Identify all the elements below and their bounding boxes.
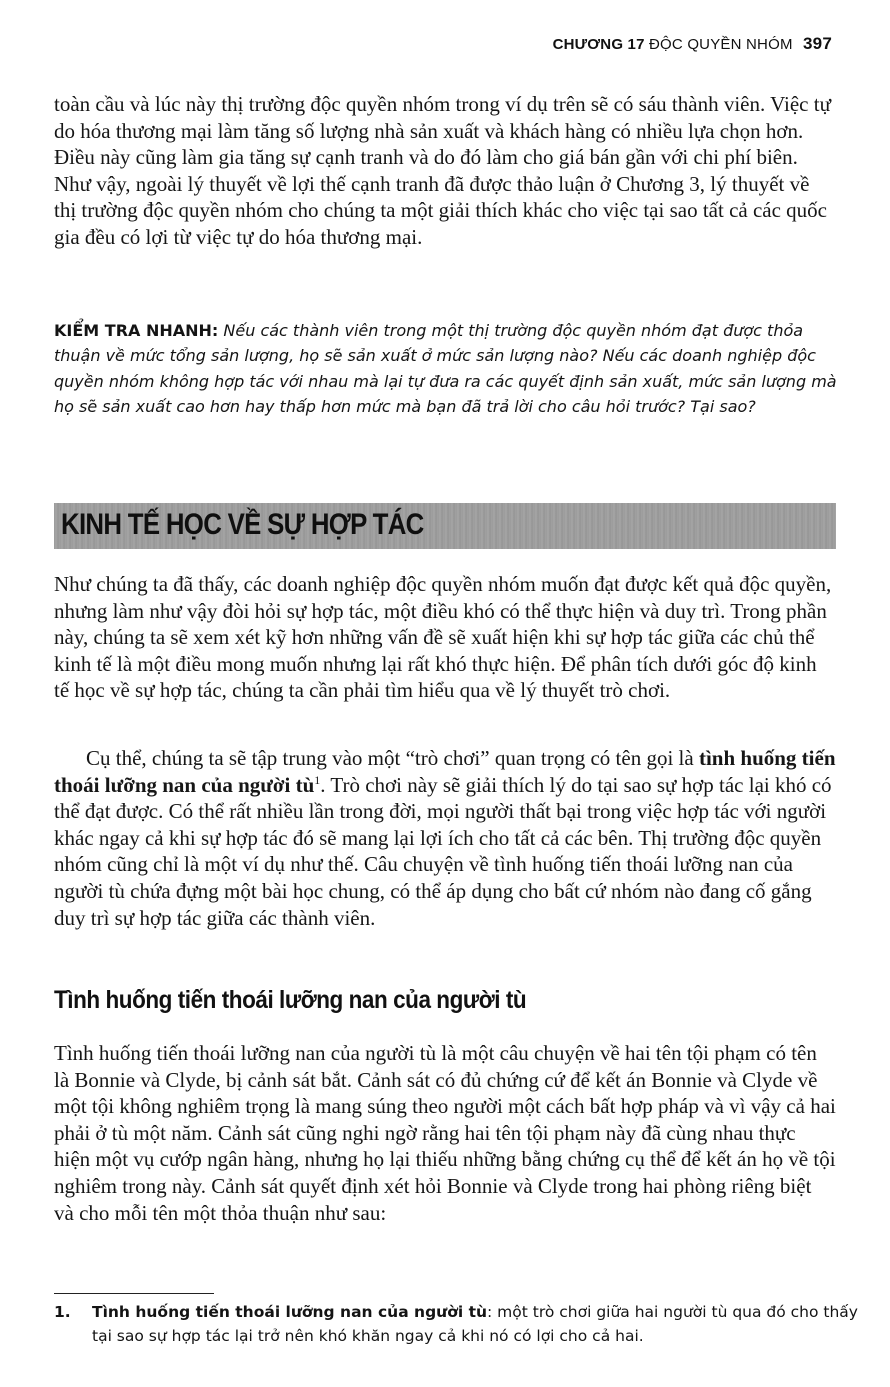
body-paragraph-2: Như chúng ta đã thấy, các doanh nghiệp độc quyền nhóm muốn đạt được kết quả độc quyền, nhưng làm như vậy đòi hỏi sự hợp tác, một điều khó có thể thực hiện và duy trì. Trong phần này, chúng ta sẽ xem xét kỹ hơn những vấn đề sẽ xuất hiện khi sự hợp tác giữa các chủ thể kinh tế là một điều mong muốn nhưng lại rất khó thực hiện. Để phân tích dưới góc độ kinh tế học về sự hợp tác, chúng ta cần phải tìm hiểu qua về lý thuyết trò chơi. [54,572,832,703]
subsection-heading: Tình huống tiến thoái lưỡng nan của người tù [54,986,527,1014]
quick-check-label: KIỂM TRA NHANH: [54,321,219,340]
para3-lead: Cụ thể, chúng ta sẽ tập trung vào một “trò chơi” quan trọng có tên gọi là [86,746,699,770]
footnote-number: 1. [54,1303,71,1321]
quick-check-box [54,318,844,419]
body-paragraph-3 [54,745,836,931]
footnote-text: : một trò chơi giữa hai người tù qua đó cho thấy tại sao sự hợp tác lại trở nên khó khăn ngay cả khi nó có lợi cho cả hai. [92,1303,858,1345]
footnote-term: Tình huống tiến thoái lưỡng nan của người tù [92,1303,488,1321]
running-header [553,34,832,54]
body-paragraph-4: Tình huống tiến thoái lưỡng nan của người tù là một câu chuyện về hai tên tội phạm có tên là Bonnie và Clyde, bị cảnh sát bắt. Cảnh sát có đủ chứng cứ để kết án Bonnie và Clyde về một tội không nghiêm trọng là mang súng theo người một cách bất hợp pháp và vì vậy cả hai phải ở tù một năm. Cảnh sát cũng nghi ngờ rằng hai tên tội phạm này đã cùng nhau thực hiện một vụ cướp ngân hàng, nhưng họ lại thiếu những bằng chứng cụ thể để kết án họ về tội nghiêm trong này. Cảnh sát quyết định xét hỏi Bonnie và Clyde trong hai phòng riêng biệt và cho mỗi tên một thỏa thuận như sau: [54,1041,836,1225]
chapter-label: CHƯƠNG 17 [552,36,645,53]
quick-check-text: Nếu các thành viên trong một thị trường độc quyền nhóm đạt được thỏa thuận về mức tổng sản lượng, họ sẽ sản xuất ở mức sản lượng nào? Nếu các doanh nghiệp độc quyền nhóm không hợp tác với nhau mà lại tự đưa ra các quyết định sản xuất, mức sản lượng mà họ sẽ sản xuất cao hơn hay thấp hơn mức mà bạn đã trả lời cho câu hỏi trước? Tại sao? [54,321,837,416]
body-paragraph-1: toàn cầu và lúc này thị trường độc quyền nhóm trong ví dụ trên sẽ có sáu thành viên. Việc tự do hóa thương mại làm tăng số lượng nhà sản xuất và khách hàng có nhiều lựa chọn hơn. Điều này cũng làm gia tăng sự cạnh tranh và do đó làm cho giá bán gần với chi phí biên. Như vậy, ngoài lý thuyết về lợi thế cạnh tranh đã được thảo luận ở Chương 3, lý thuyết về thị trường độc quyền nhóm cho chúng ta một giải thích khác cho việc tại sao tất cả các quốc gia đều có lợi từ việc tự do hóa thương mại. [54,92,831,249]
page-number: 397 [803,34,832,53]
para3-rest: . Trò chơi này sẽ giải thích lý do tại sao sự hợp tác lại khó có thể đạt được. Có thể rất nhiều lần trong đời, mọi người thất bại trong việc hợp tác với người khác ngay cả khi sự hợp tác đó sẽ mang lại lợi ích cho tất cả các bên. Thị trường độc quyền nhóm cũng chỉ là một ví dụ như thế. Câu chuyện về tình huống tiến thoái lưỡng nan của người tù chứa đựng một bài học chung, có thể áp dụng cho bất cứ nhóm nào đang cố gắng duy trì sự hợp tác giữa các thành viên. [54,772,832,930]
footnote-reference: 1 [314,772,321,787]
footnote-divider [54,1293,214,1294]
key-term: tình huống tiến thoái lưỡng nan của người tù [54,746,836,797]
section-title: KINH TẾ HỌC VỀ SỰ HỢP TÁC [61,508,424,541]
chapter-title: ĐỘC QUYỀN NHÓM [649,36,793,53]
footnote [54,1300,882,1348]
section-banner [54,503,836,549]
